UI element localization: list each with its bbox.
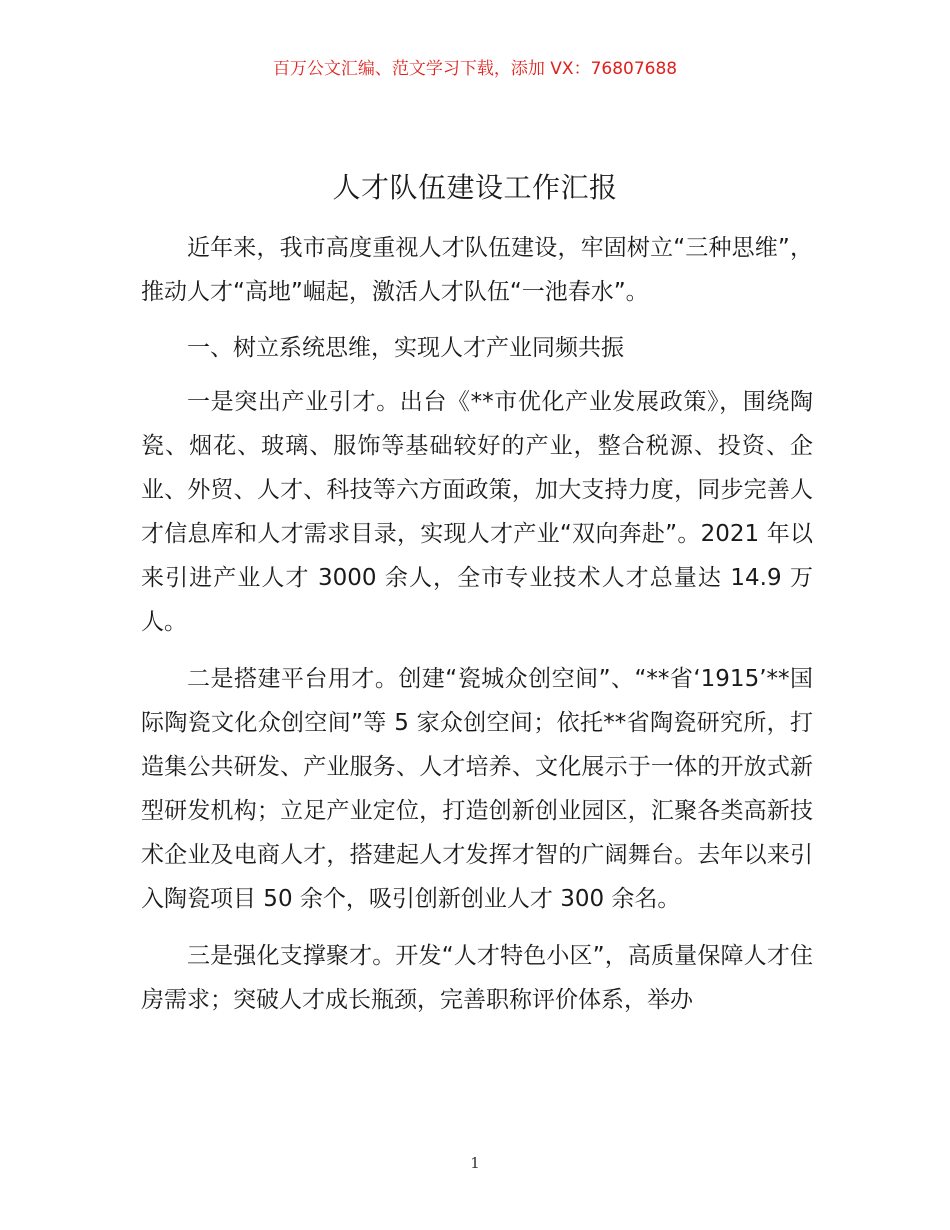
page-number: 1 — [470, 1154, 480, 1172]
intro-paragraph: 近年来，我市高度重视人才队伍建设，牢固树立“三种思维”，推动人才“高地”崛起，激活人才队伍“一池春水”。 — [141, 235, 813, 305]
document-title: 人才队伍建设工作汇报 — [332, 171, 618, 204]
section-heading: 一、树立系统思维，实现人才产业同频共振 — [187, 335, 624, 361]
paragraph-industry-talent: 一是突出产业引才。出台《**市优化产业发展政策》，围绕陶瓷、烟花、玻璃、服饰等基础较好的产业，整合税源、投资、企业、外贸、人才、科技等六方面政策，加大支持力度，同步完善人才信息库和人才需求目录，实现人才产业“双向奔赴”。2021 年以来引进产业人才 3000 余人，全市专业技术人才总量达 14.9 万人。 — [141, 389, 813, 635]
document-body — [141, 226, 813, 1022]
header-note: 百万公文汇编、范文学习下载，添加 VX：76807688 — [272, 59, 678, 79]
paragraph-support-talent: 三是强化支撑聚才。开发“人才特色小区”，高质量保障人才住房需求；突破人才成长瓶颈，完善职称评价体系，举办 — [141, 943, 813, 1013]
paragraph-platform-talent: 二是搭建平台用才。创建“瓷城众创空间”、“**省‘1915’**国际陶瓷文化众创空间”等 5 家众创空间；依托**省陶瓷研究所，打造集公共研发、产业服务、人才培养、文化展示于一体的开放式新型研发机构；立足产业定位，打造创新创业园区，汇聚各类高新技术企业及电商人才，搭建起人才发挥才智的广阔舞台。去年以来引入陶瓷项目 50 余个，吸引创新创业人才 300 余名。 — [141, 666, 813, 912]
